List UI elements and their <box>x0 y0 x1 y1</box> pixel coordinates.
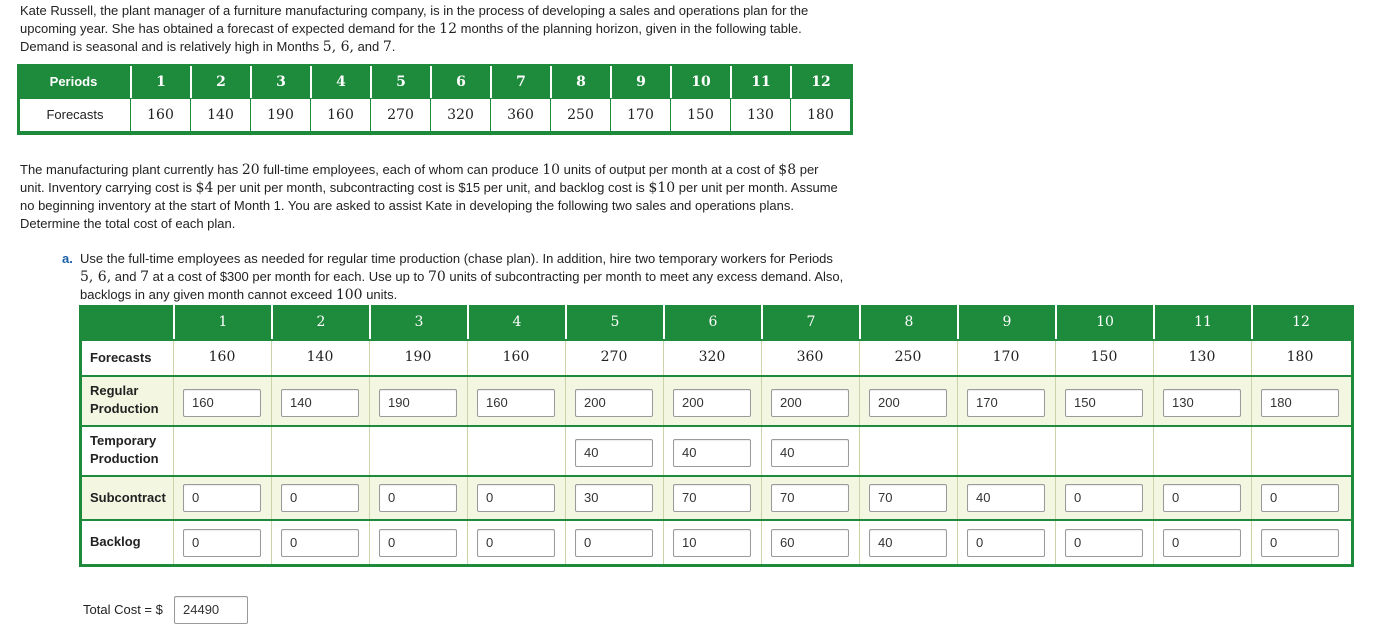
plan-period-header-9: 9 <box>957 305 1055 339</box>
periods-label: Periods <box>49 74 98 89</box>
plan-cell <box>663 377 761 425</box>
forecast-value-7: 360 <box>490 99 550 131</box>
part-a-paragraph <box>80 250 843 304</box>
plan-cell <box>173 521 271 564</box>
plan-cell <box>1251 427 1349 475</box>
part-a-label: a. <box>62 251 73 266</box>
plan-cell <box>1153 477 1251 519</box>
plan-forecast-1: 160 <box>208 349 236 365</box>
backlog-input-5[interactable]: 0 <box>575 529 653 557</box>
period-header-9: 9 <box>610 66 670 98</box>
period-header-12: 12 <box>790 66 850 98</box>
plan-cell <box>173 477 271 519</box>
plan-cell <box>761 427 859 475</box>
plan-forecast-9: 170 <box>992 349 1020 365</box>
part-a-line-3: backlogs in any given month cannot exceed 100 units. <box>80 287 398 303</box>
intro-line-2: upcoming year. She has obtained a forecast of expected demand for the 12 months of the planning horizon, given in the following table. <box>20 21 802 37</box>
period-header-5: 5 <box>370 66 430 98</box>
plan-period-header-7: 7 <box>761 305 859 339</box>
plan-cell <box>271 521 369 564</box>
plan-cell <box>271 377 369 425</box>
forecast-table-header-row <box>17 66 853 98</box>
plan-cell <box>565 477 663 519</box>
problem-line-3: no beginning inventory at the start of Month 1. You are asked to assist Kate in developing the following two sales and operations plans. <box>20 198 795 213</box>
plan-cell <box>1153 521 1251 564</box>
plan-cell <box>173 377 271 425</box>
plan-cell <box>173 427 271 475</box>
plan-cell <box>663 477 761 519</box>
plan-forecast-5: 270 <box>600 349 628 365</box>
subcontract-input-12[interactable]: 0 <box>1261 484 1339 512</box>
plan-cell <box>565 521 663 564</box>
plan-row-subcontract <box>82 477 1351 519</box>
backlog-input-9[interactable]: 0 <box>967 529 1045 557</box>
backlog-input-3[interactable]: 0 <box>379 529 457 557</box>
plan-regular-label: Regular Production <box>90 383 159 416</box>
intro-line-1: Kate Russell, the plant manager of a furniture manufacturing company, is in the process of developing a sales and operations plan for the <box>20 3 809 18</box>
regular-production-input-3[interactable]: 190 <box>379 389 457 417</box>
plan-cell <box>761 521 859 564</box>
plan-cell <box>271 341 369 375</box>
plan-forecast-12: 180 <box>1286 349 1314 365</box>
regular-production-input-8[interactable]: 200 <box>869 389 947 417</box>
plan-period-header-10: 10 <box>1055 305 1153 339</box>
plan-cell <box>565 377 663 425</box>
subcontract-input-9[interactable]: 40 <box>967 484 1045 512</box>
regular-production-input-1[interactable]: 160 <box>183 389 261 417</box>
plan-cell <box>369 377 467 425</box>
plan-period-header-3: 3 <box>369 305 467 339</box>
forecast-value-1: 160 <box>130 99 190 131</box>
plan-cell <box>1055 477 1153 519</box>
regular-production-input-6[interactable]: 200 <box>673 389 751 417</box>
plan-cell <box>369 341 467 375</box>
plan-cell <box>467 341 565 375</box>
plan-cell <box>565 341 663 375</box>
forecast-value-5: 270 <box>370 99 430 131</box>
forecast-value-11: 130 <box>730 99 790 131</box>
total-cost-input[interactable]: 24490 <box>174 596 248 624</box>
temporary-production-input-5[interactable]: 40 <box>575 439 653 467</box>
regular-production-input-2[interactable]: 140 <box>281 389 359 417</box>
backlog-input-6[interactable]: 10 <box>673 529 751 557</box>
plan-row-backlog <box>82 521 1351 564</box>
plan-cell <box>859 477 957 519</box>
subcontract-input-10[interactable]: 0 <box>1065 484 1143 512</box>
subcontract-input-2[interactable]: 0 <box>281 484 359 512</box>
plan-cell <box>271 477 369 519</box>
problem-paragraph <box>20 161 838 233</box>
part-a-line-2: 5, 6, and 7 at a cost of $300 per month for each. Use up to 70 units of subcontracting per month to meet any excess demand. Also, <box>80 269 844 285</box>
regular-production-input-4[interactable]: 160 <box>477 389 555 417</box>
plan-forecast-7: 360 <box>796 349 824 365</box>
plan-period-header-6: 6 <box>663 305 761 339</box>
plan-header-corner <box>82 305 173 339</box>
forecast-table-forecast-row <box>20 99 850 131</box>
regular-production-input-9[interactable]: 170 <box>967 389 1045 417</box>
forecast-value-3: 190 <box>250 99 310 131</box>
intro-line-3: Demand is seasonal and is relatively high in Months 5, 6, and 7. <box>20 39 396 55</box>
period-header-2: 2 <box>190 66 250 98</box>
plan-cell <box>859 427 957 475</box>
period-header-4: 4 <box>310 66 370 98</box>
plan-cell <box>1251 341 1349 375</box>
plan-cell <box>369 427 467 475</box>
subcontract-input-5[interactable]: 30 <box>575 484 653 512</box>
problem-line-4: Determine the total cost of each plan. <box>20 216 236 231</box>
backlog-input-2[interactable]: 0 <box>281 529 359 557</box>
forecast-value-6: 320 <box>430 99 490 131</box>
plan-cell <box>957 427 1055 475</box>
backlog-input-12[interactable]: 0 <box>1261 529 1339 557</box>
period-header-7: 7 <box>490 66 550 98</box>
plan-cell <box>1153 341 1251 375</box>
backlog-input-10[interactable]: 0 <box>1065 529 1143 557</box>
period-header-1: 1 <box>130 66 190 98</box>
plan-cell <box>369 477 467 519</box>
part-a-line-1: Use the full-time employees as needed for regular time production (chase plan). In addition, hire two temporary workers for Periods <box>80 251 833 266</box>
plan-forecast-2: 140 <box>306 349 334 365</box>
period-header-3: 3 <box>250 66 310 98</box>
plan-cell <box>1055 377 1153 425</box>
plan-period-header-12: 12 <box>1251 305 1349 339</box>
plan-cell <box>663 341 761 375</box>
forecast-value-2: 140 <box>190 99 250 131</box>
subcontract-input-11[interactable]: 0 <box>1163 484 1241 512</box>
plan-temporary-label: Temporary Production <box>90 433 159 466</box>
plan-cell <box>859 377 957 425</box>
plan-cell <box>1251 521 1349 564</box>
forecast-table <box>17 64 853 135</box>
problem-line-1: The manufacturing plant currently has 20 full-time employees, each of whom can produce 10 units of output per month at a cost of $8 per <box>20 162 819 178</box>
regular-production-input-5[interactable]: 200 <box>575 389 653 417</box>
plan-cell <box>1251 377 1349 425</box>
period-header-11: 11 <box>730 66 790 98</box>
forecast-value-9: 170 <box>610 99 670 131</box>
forecast-value-4: 160 <box>310 99 370 131</box>
forecast-value-12: 180 <box>790 99 850 131</box>
plan-cell <box>761 341 859 375</box>
plan-period-header-5: 5 <box>565 305 663 339</box>
backlog-input-8[interactable]: 40 <box>869 529 947 557</box>
plan-forecast-11: 130 <box>1188 349 1216 365</box>
backlog-input-4[interactable]: 0 <box>477 529 555 557</box>
plan-forecast-8: 250 <box>894 349 922 365</box>
plan-cell <box>761 477 859 519</box>
plan-cell <box>467 377 565 425</box>
problem-line-2: unit. Inventory carrying cost is $4 per unit per month, subcontracting cost is $15 per unit, and backlog cost is $10 per unit per month. Assume <box>20 180 838 196</box>
subcontract-input-7[interactable]: 70 <box>771 484 849 512</box>
subcontract-input-8[interactable]: 70 <box>869 484 947 512</box>
plan-period-header-1: 1 <box>173 305 271 339</box>
plan-period-header-8: 8 <box>859 305 957 339</box>
plan-row-temporary <box>82 427 1351 475</box>
plan-cell <box>1153 377 1251 425</box>
plan-row-forecasts <box>82 341 1351 375</box>
plan-cell <box>369 521 467 564</box>
intro-paragraph <box>20 2 808 56</box>
plan-period-header-2: 2 <box>271 305 369 339</box>
total-cost-label: Total Cost = $ <box>83 602 163 617</box>
plan-cell <box>957 341 1055 375</box>
subcontract-input-3[interactable]: 0 <box>379 484 457 512</box>
regular-production-input-11[interactable]: 130 <box>1163 389 1241 417</box>
forecast-value-8: 250 <box>550 99 610 131</box>
period-header-6: 6 <box>430 66 490 98</box>
plan-backlog-label: Backlog <box>90 534 141 549</box>
plan-cell <box>1055 341 1153 375</box>
plan-cell <box>859 521 957 564</box>
plan-cell <box>565 427 663 475</box>
backlog-input-7[interactable]: 60 <box>771 529 849 557</box>
plan-cell <box>761 377 859 425</box>
backlog-input-1[interactable]: 0 <box>183 529 261 557</box>
plan-forecasts-label: Forecasts <box>90 350 152 365</box>
plan-cell <box>663 521 761 564</box>
plan-subcontract-label: Subcontract <box>90 490 166 505</box>
plan-table-header-row <box>79 305 1354 339</box>
plan-forecast-6: 320 <box>698 349 726 365</box>
regular-production-input-7[interactable]: 200 <box>771 389 849 417</box>
plan-cell <box>957 477 1055 519</box>
plan-cell <box>1153 427 1251 475</box>
plan-period-header-4: 4 <box>467 305 565 339</box>
regular-production-input-12[interactable]: 180 <box>1261 389 1339 417</box>
regular-production-input-10[interactable]: 150 <box>1065 389 1143 417</box>
subcontract-input-6[interactable]: 70 <box>673 484 751 512</box>
period-header-8: 8 <box>550 66 610 98</box>
plan-cell <box>1251 477 1349 519</box>
plan-cell <box>957 521 1055 564</box>
plan-row-regular <box>82 377 1351 425</box>
plan-cell <box>1055 521 1153 564</box>
forecast-value-10: 150 <box>670 99 730 131</box>
plan-cell <box>1055 427 1153 475</box>
period-header-10: 10 <box>670 66 730 98</box>
backlog-input-11[interactable]: 0 <box>1163 529 1241 557</box>
plan-forecast-10: 150 <box>1090 349 1118 365</box>
forecasts-label: Forecasts <box>46 107 104 122</box>
temporary-production-input-7[interactable]: 40 <box>771 439 849 467</box>
plan-table <box>79 305 1354 567</box>
plan-cell <box>467 521 565 564</box>
temporary-production-input-6[interactable]: 40 <box>673 439 751 467</box>
plan-cell <box>467 477 565 519</box>
plan-cell <box>663 427 761 475</box>
plan-cell <box>173 341 271 375</box>
subcontract-input-1[interactable]: 0 <box>183 484 261 512</box>
plan-cell <box>467 427 565 475</box>
plan-forecast-4: 160 <box>502 349 530 365</box>
plan-forecast-3: 190 <box>404 349 432 365</box>
plan-cell <box>859 341 957 375</box>
plan-cell <box>957 377 1055 425</box>
plan-cell <box>271 427 369 475</box>
plan-period-header-11: 11 <box>1153 305 1251 339</box>
subcontract-input-4[interactable]: 0 <box>477 484 555 512</box>
